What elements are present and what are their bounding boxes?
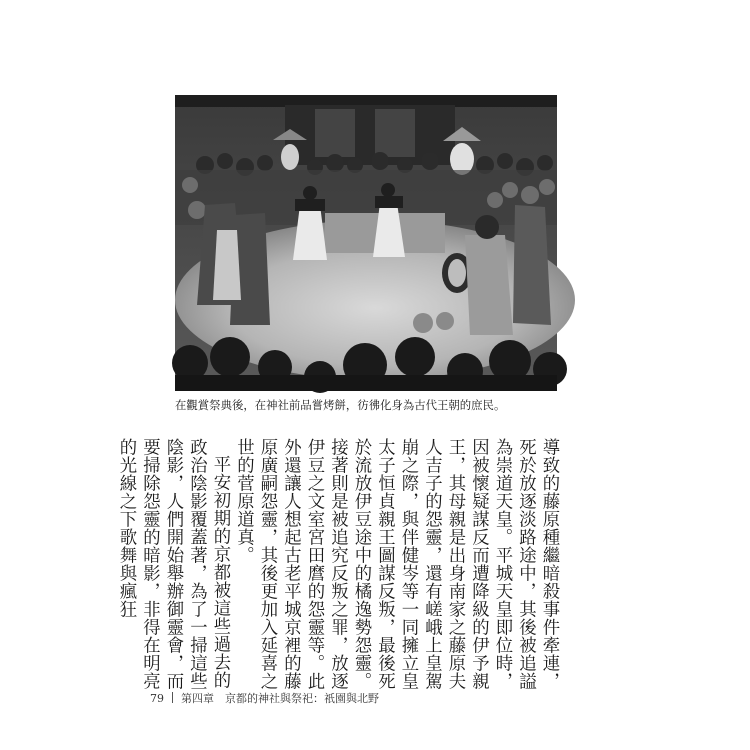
footer-divider	[172, 692, 173, 703]
photo-caption: 在觀賞祭典後，在神社前品嘗烤餅，彷彿化身為古代王朝的庶民。	[175, 398, 506, 412]
page-number: 79	[150, 692, 164, 705]
paragraph: 導致的藤原種繼暗殺事件牽連，死於放逐淡路途中，其後被追謚為崇道天皇。平城天皇即位時，因被懷疑謀反而遭降級的伊予親王，其母親是出身南家之藤原夫人吉子的怨靈，還有嵯峨上皇駕崩之際，與伴健岑等一同擁立皇太子恒貞親王圖謀反叛，最後死於流放伊豆途中的橘逸勢怨靈。接著則是被追究反叛之罪，放逐伊豆之文室宮田麿的怨靈等。此外還讓人想起古老平城京裡的藤原廣嗣怨靈，其後更加入延喜之世的菅原道真。	[233, 438, 559, 690]
page-footer	[150, 692, 379, 706]
chapter-title: 第四章 京都的神社與祭祀：祇園與北野	[181, 692, 379, 705]
festival-photo-graphic	[175, 95, 557, 391]
main-text	[116, 438, 560, 690]
festival-photo	[175, 95, 557, 391]
paragraph: 平安初期的京都被這些過去的政治陰影覆蓋著，為了一掃這些陰影，人們開始舉辦御靈會，而要掃除怨靈的暗影，非得在明亮的光線之下歌舞與瘋狂	[116, 438, 230, 690]
